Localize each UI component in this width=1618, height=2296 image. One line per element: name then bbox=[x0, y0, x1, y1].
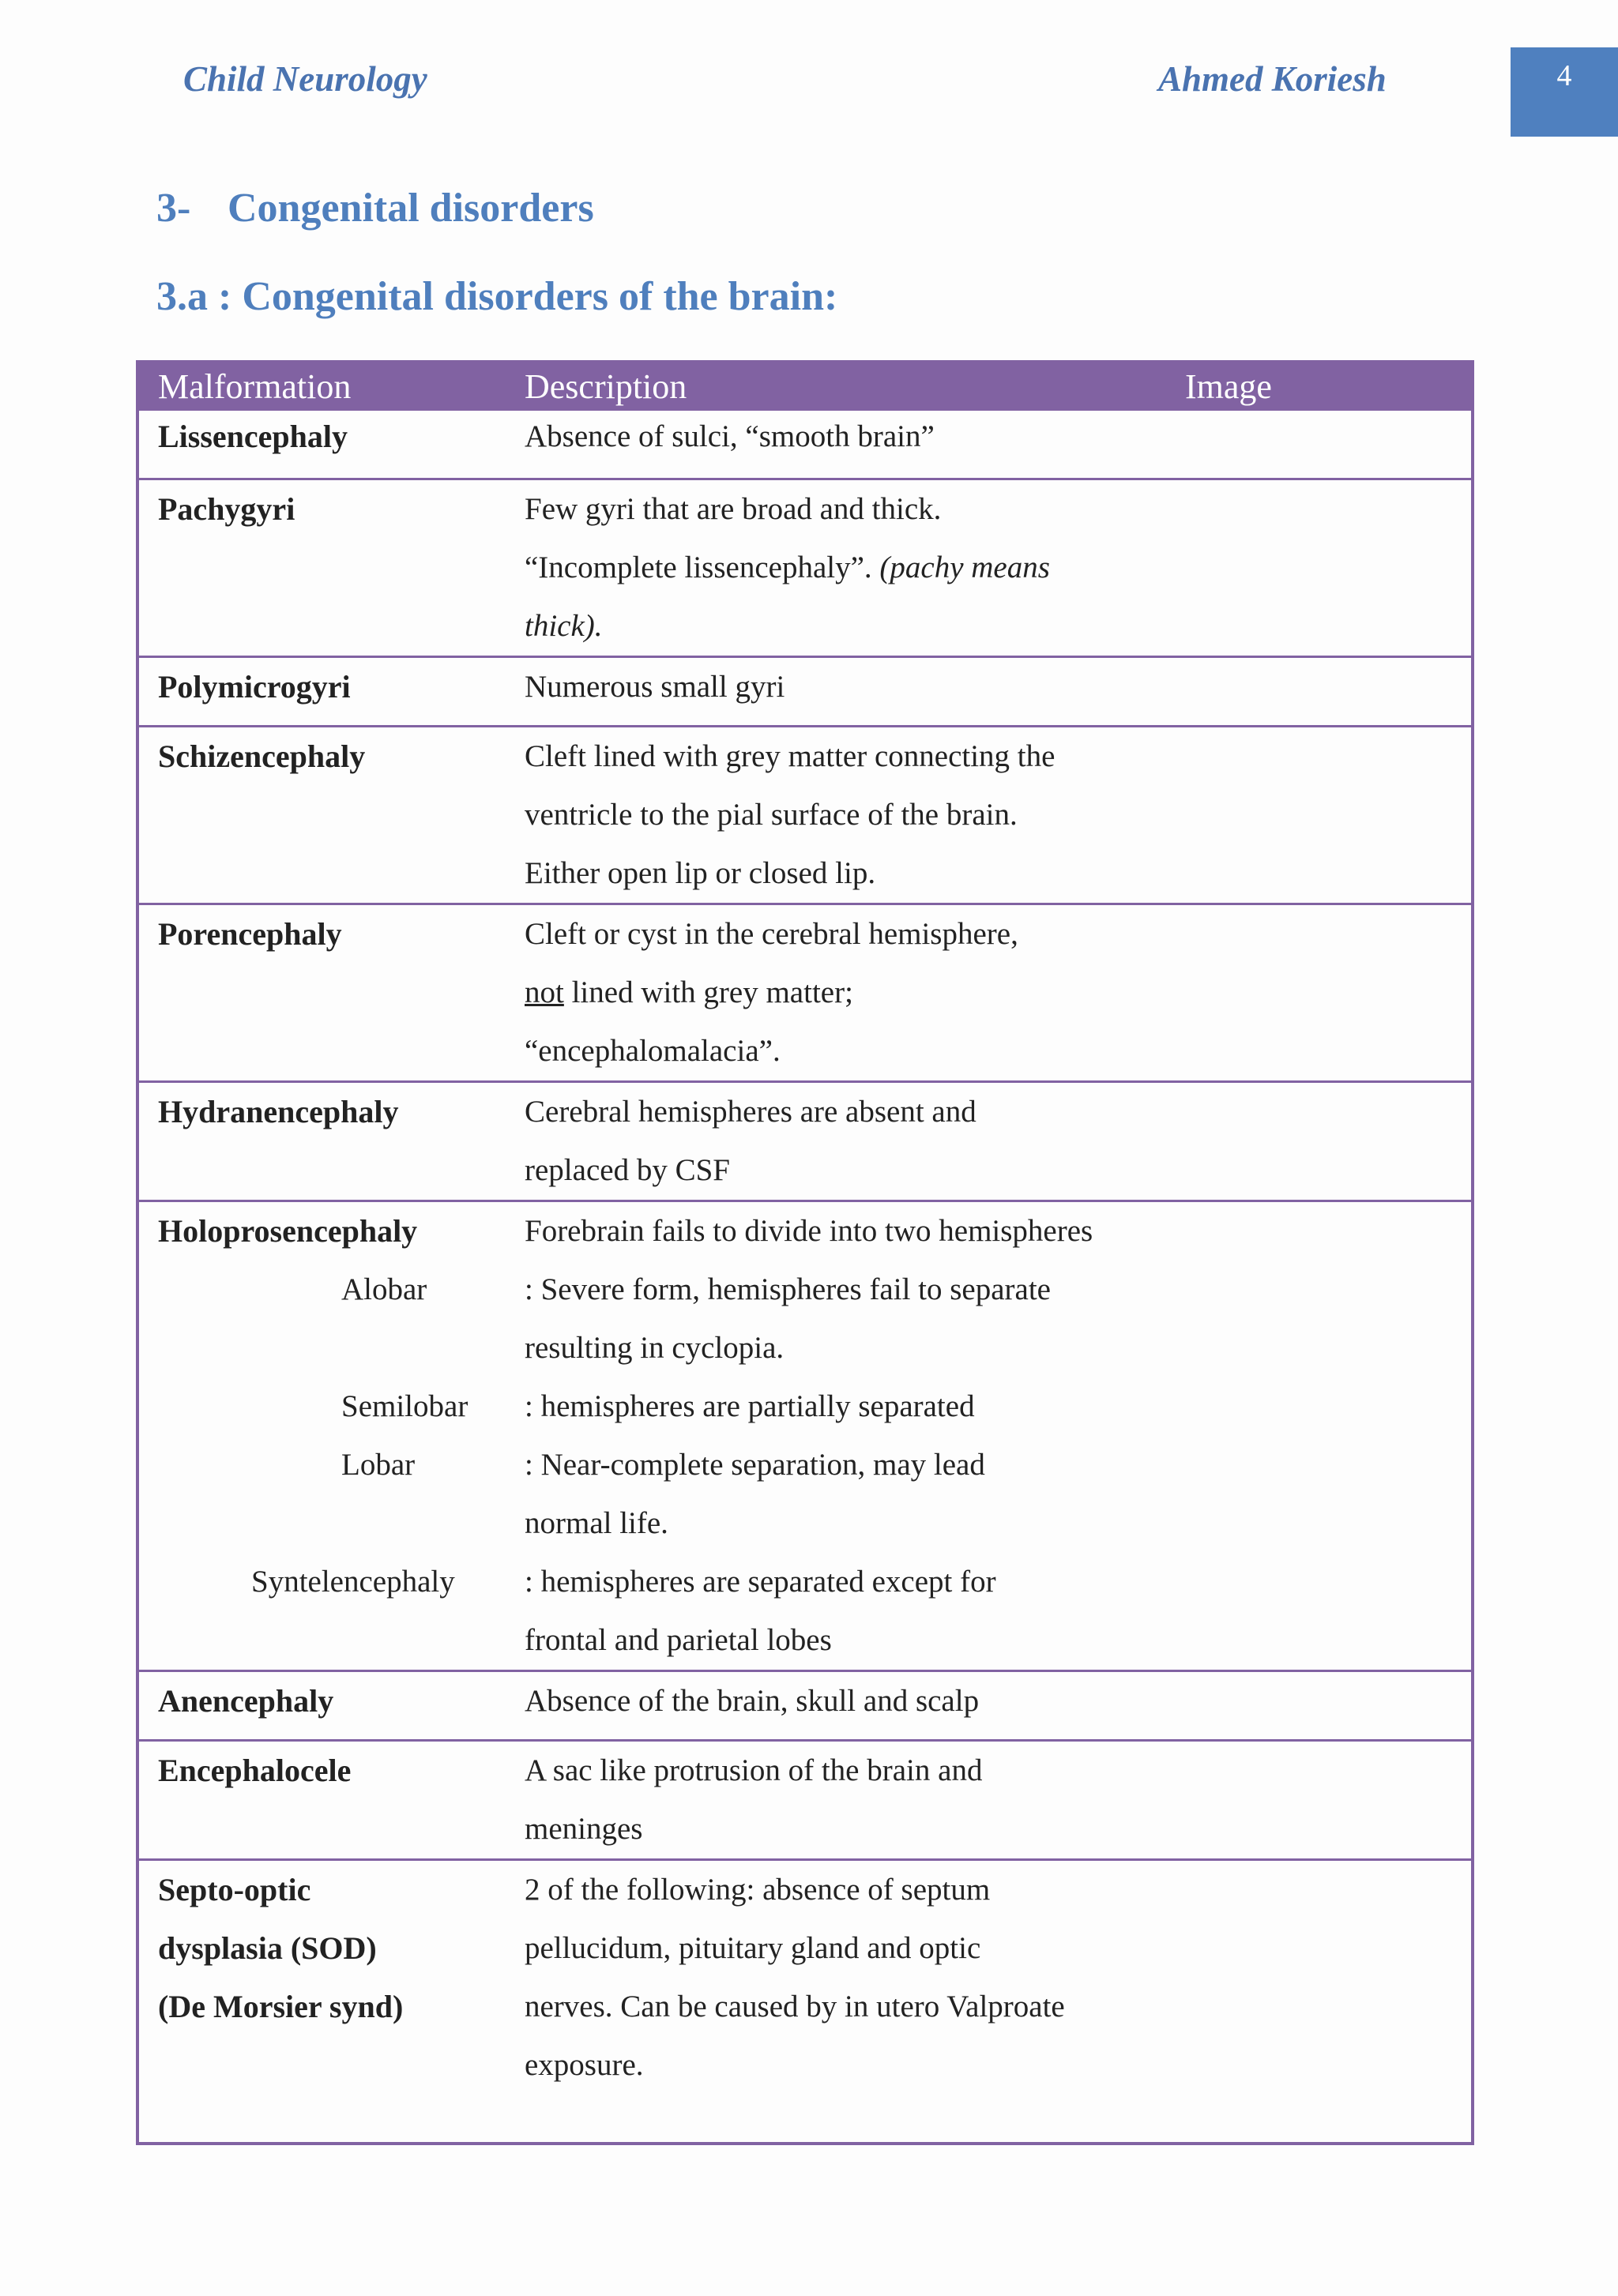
subsection-heading: 3.a : Congenital disorders of the brain: bbox=[156, 274, 838, 319]
description-line: Forebrain fails to divide into two hemispheres bbox=[525, 1214, 1093, 1248]
description-line: : Near-complete separation, may lead bbox=[525, 1448, 985, 1482]
malformation-name: Holoprosencephaly bbox=[158, 1213, 418, 1249]
description bbox=[525, 1202, 1172, 1670]
malformation-name-line: dysplasia (SOD) bbox=[158, 1930, 377, 1966]
subtype-label: Lobar bbox=[341, 1448, 416, 1482]
description-line: Absence of sulci, “smooth brain” bbox=[525, 419, 935, 453]
description bbox=[525, 1083, 1172, 1200]
malformation-name: Lissencephaly bbox=[158, 419, 348, 454]
malformation-name: Polymicrogyri bbox=[158, 669, 351, 705]
description-line: : Severe form, hemispheres fail to separate bbox=[525, 1272, 1051, 1306]
malformation-name: Encephalocele bbox=[158, 1753, 352, 1788]
description bbox=[525, 905, 1172, 1080]
column-header-malformation: Malformation bbox=[158, 367, 352, 406]
description-line: exposure. bbox=[525, 2048, 644, 2082]
description-note: thick). bbox=[525, 609, 603, 643]
table-row bbox=[139, 1083, 1471, 1202]
underlined-word: not bbox=[525, 975, 564, 1009]
header-left-title: Child Neurology bbox=[183, 59, 427, 99]
description-line bbox=[525, 539, 1172, 597]
malformation-name: Porencephaly bbox=[158, 916, 342, 952]
section-heading bbox=[156, 185, 594, 231]
section-title: Congenital disorders bbox=[228, 186, 594, 231]
header-author: Ahmed Koriesh bbox=[1158, 59, 1387, 99]
malformation-name: Anencephaly bbox=[158, 1683, 334, 1719]
subtype-label: Syntelencephaly bbox=[251, 1565, 455, 1599]
table-row bbox=[139, 480, 1471, 658]
description bbox=[525, 1861, 1172, 2095]
description-line: Cleft lined with grey matter connecting the bbox=[525, 739, 1055, 773]
column-header-image: Image bbox=[1185, 367, 1272, 406]
description-line: Numerous small gyri bbox=[525, 670, 785, 704]
description-line: Either open lip or closed lip. bbox=[525, 856, 876, 890]
table-row bbox=[139, 1742, 1471, 1861]
table-row bbox=[139, 1202, 1471, 1672]
description-line: normal life. bbox=[525, 1506, 668, 1540]
description-line: Few gyri that are broad and thick. bbox=[525, 492, 942, 526]
description-line: nerves. Can be caused by in utero Valproate bbox=[525, 1990, 1065, 2024]
description bbox=[525, 408, 1172, 466]
description-line: A sac like protrusion of the brain and bbox=[525, 1753, 983, 1787]
description-line: ventricle to the pial surface of the brain. bbox=[525, 798, 1018, 832]
description-line: frontal and parietal lobes bbox=[525, 1623, 832, 1657]
table-row bbox=[139, 727, 1471, 905]
description-text: lined with grey matter; bbox=[563, 975, 853, 1009]
description bbox=[525, 1742, 1172, 1858]
description-line: Absence of the brain, skull and scalp bbox=[525, 1684, 980, 1718]
description-text: “Incomplete lissencephaly”. bbox=[525, 551, 872, 584]
table-row bbox=[139, 1672, 1471, 1742]
malformation-name: Pachygyri bbox=[158, 491, 295, 527]
table-row bbox=[139, 658, 1471, 727]
description-line: pellucidum, pituitary gland and optic bbox=[525, 1931, 981, 1965]
subtype-label: Alobar bbox=[341, 1272, 427, 1306]
description bbox=[525, 727, 1172, 903]
description-line: Cleft or cyst in the cerebral hemisphere, bbox=[525, 917, 1018, 951]
malformation-name: Schizencephaly bbox=[158, 738, 366, 774]
description bbox=[525, 480, 1172, 656]
description-line: meninges bbox=[525, 1812, 643, 1846]
malformation-name-line: (De Morsier synd) bbox=[158, 1989, 404, 2024]
description-line: Cerebral hemispheres are absent and bbox=[525, 1095, 976, 1129]
table-header bbox=[139, 363, 1471, 411]
table-row bbox=[139, 411, 1471, 480]
description-line: : hemispheres are separated except for bbox=[525, 1565, 996, 1599]
description bbox=[525, 1672, 1172, 1730]
malformation-name-line: Septo-optic bbox=[158, 1872, 311, 1907]
table-row bbox=[139, 905, 1471, 1083]
description-line: : hemispheres are partially separated bbox=[525, 1389, 975, 1423]
section-number: 3- bbox=[156, 186, 191, 231]
description bbox=[525, 658, 1172, 716]
description-line: 2 of the following: absence of septum bbox=[525, 1873, 991, 1907]
description-line bbox=[525, 597, 1172, 656]
description-line bbox=[525, 964, 1172, 1022]
description-line: resulting in cyclopia. bbox=[525, 1331, 785, 1365]
description-line: replaced by CSF bbox=[525, 1153, 730, 1187]
table-row bbox=[139, 1861, 1471, 2142]
malformations-table bbox=[136, 360, 1474, 2145]
page-number-badge: 4 bbox=[1511, 47, 1618, 137]
column-header-description: Description bbox=[525, 367, 687, 406]
description-note: (pachy means bbox=[879, 551, 1050, 584]
malformation-name: Hydranencephaly bbox=[158, 1094, 399, 1129]
malformation-name bbox=[158, 1861, 403, 2036]
description-line: “encephalomalacia”. bbox=[525, 1034, 781, 1068]
subtype-label: Semilobar bbox=[341, 1389, 468, 1423]
